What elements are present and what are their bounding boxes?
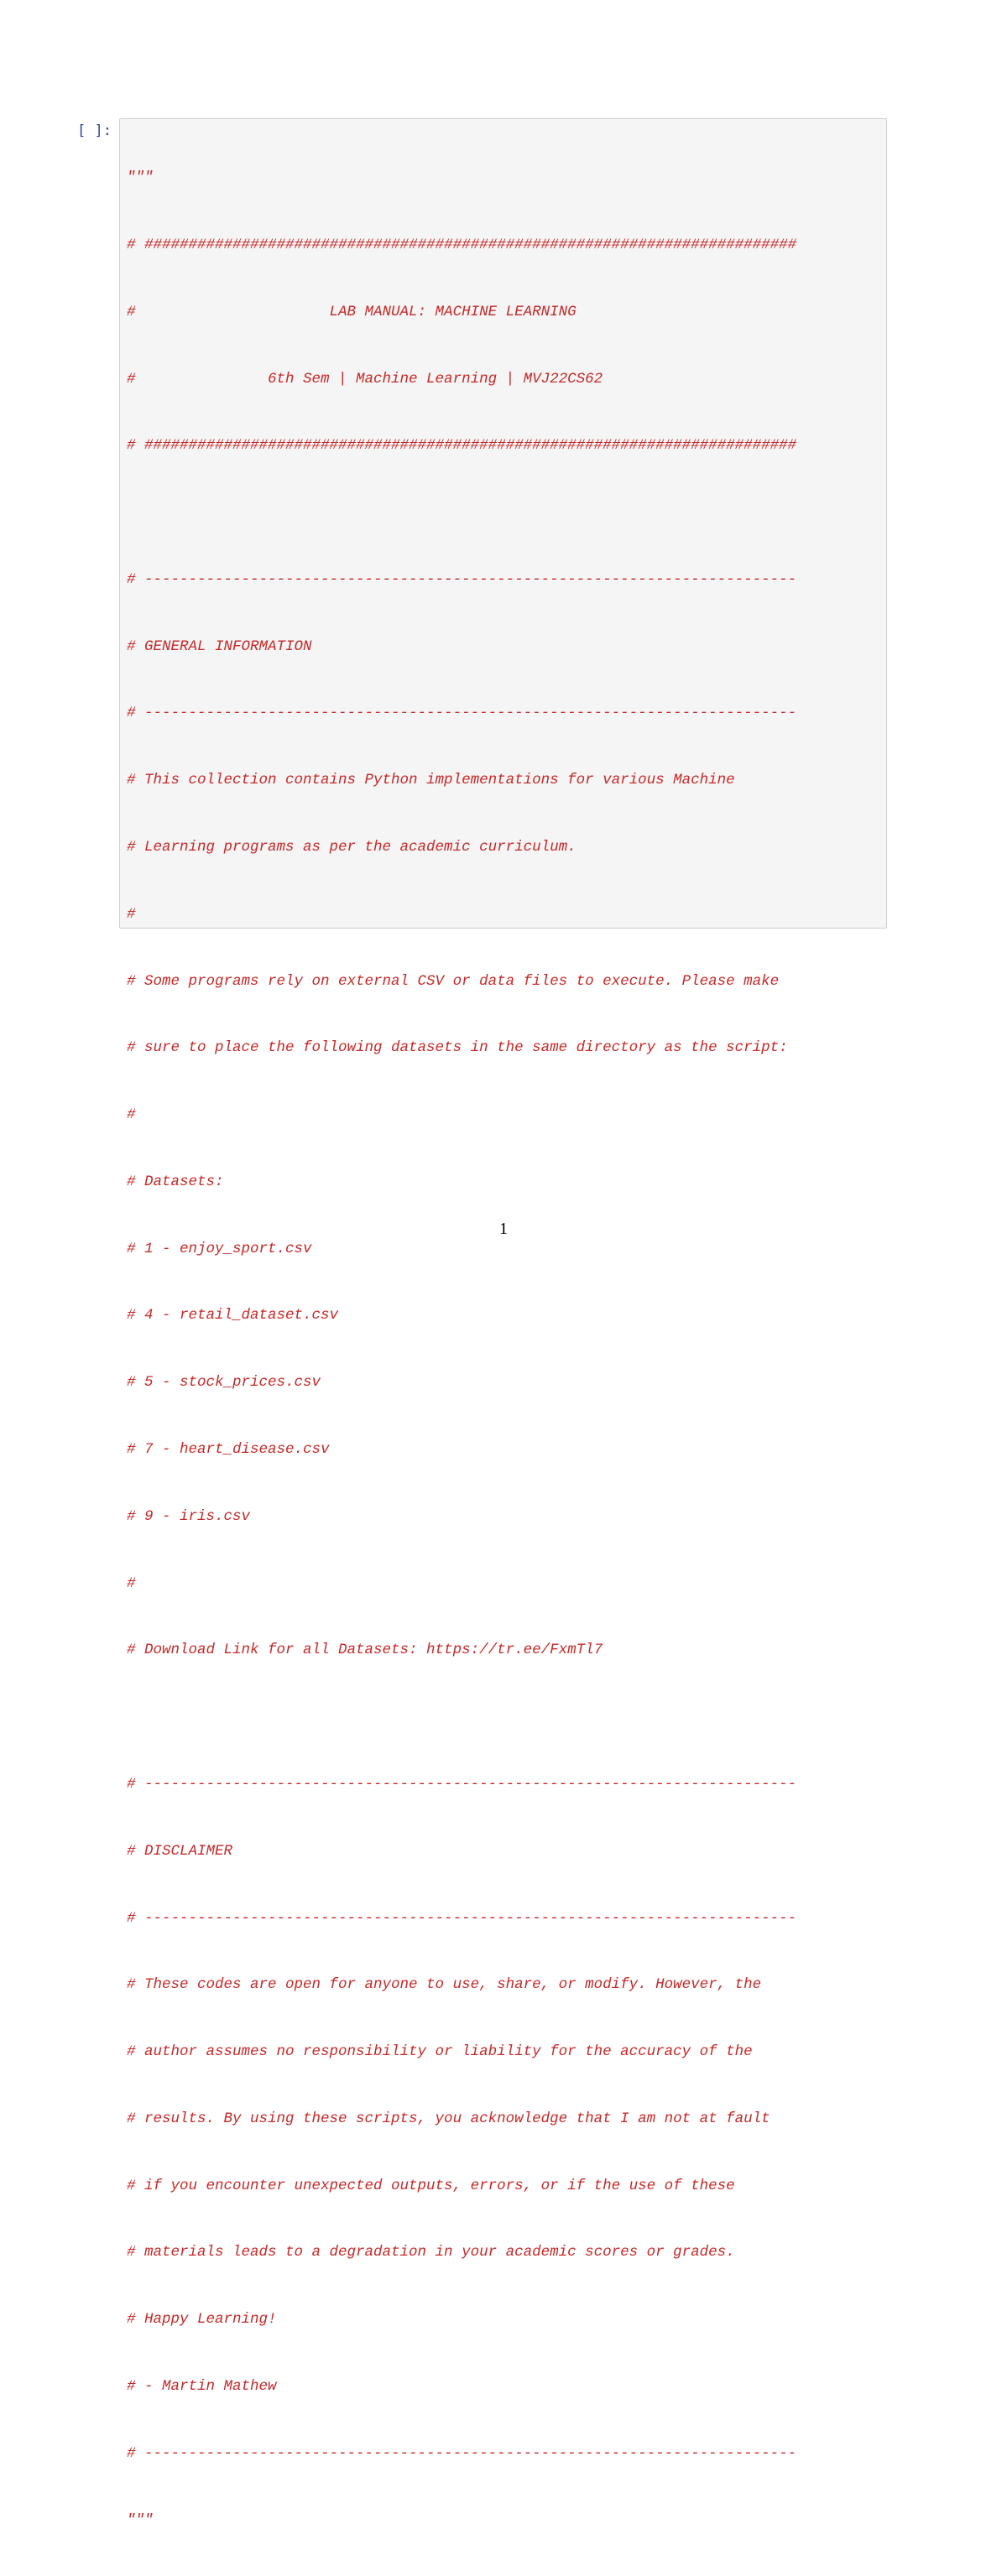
- code-line: # GENERAL INFORMATION: [127, 637, 312, 655]
- code-line: # 9 - iris.csv: [127, 1507, 251, 1525]
- code-line: # Some programs rely on external CSV or data files to execute. Please make: [127, 972, 780, 990]
- code-line: # ##########################################################################: [127, 236, 797, 253]
- code-editor[interactable]: [127, 122, 886, 2576]
- code-line: # if you encounter unexpected outputs, errors, or if the use of these: [127, 2177, 735, 2194]
- code-line: [127, 502, 886, 524]
- cell-execution-prompt: [ ]:: [77, 122, 112, 139]
- code-line: [127, 1706, 886, 1729]
- code-line: # sure to place the following datasets in the same directory as the script:: [127, 1039, 788, 1057]
- code-line: # --------------------------------------------------------------------------: [127, 705, 797, 722]
- code-line: # 7 - heart_disease.csv: [127, 1441, 330, 1459]
- code-line: # Learning programs as per the academic curriculum.: [127, 839, 577, 856]
- code-line: # --------------------------------------------------------------------------: [127, 570, 797, 588]
- code-line: # 5 - stock_prices.csv: [127, 1374, 321, 1392]
- code-line: # Download Link for all Datasets: https://tr.ee/FxmTl7: [127, 1642, 603, 1659]
- code-line: # Datasets:: [127, 1173, 224, 1190]
- code-line: # --------------------------------------------------------------------------: [127, 2444, 797, 2462]
- code-line: # materials leads to a degradation in your academic scores or grades.: [127, 2244, 735, 2261]
- code-line: # - Martin Mathew: [127, 2377, 277, 2395]
- code-line: # 4 - retail_dataset.csv: [127, 1307, 339, 1324]
- code-line: #: [127, 1106, 136, 1124]
- code-line: # 6th Sem | Machine Learning | MVJ22CS62: [127, 370, 603, 388]
- code-line: # --------------------------------------------------------------------------: [127, 1909, 797, 1927]
- code-line: # results. By using these scripts, you acknowledge that I am not at fault: [127, 2110, 770, 2127]
- code-line: # author assumes no responsibility or liability for the accuracy of the: [127, 2043, 753, 2061]
- code-line: # Happy Learning!: [127, 2311, 277, 2329]
- page-number: 1: [499, 1220, 508, 1238]
- code-line: # These codes are open for anyone to use, share, or modify. However, the: [127, 1976, 762, 1994]
- code-line: # --------------------------------------------------------------------------: [127, 1775, 797, 1793]
- code-cell[interactable]: [119, 118, 887, 2529]
- code-line: # LAB MANUAL: MACHINE LEARNING: [127, 303, 577, 320]
- code-line: """: [127, 169, 154, 187]
- code-line: # DISCLAIMER: [127, 1842, 233, 1860]
- code-line: #: [127, 905, 136, 923]
- code-line: # This collection contains Python implementations for various Machine: [127, 772, 735, 789]
- code-line: #: [127, 1574, 136, 1592]
- code-line: """: [127, 2511, 154, 2529]
- code-line: # 1 - enjoy_sport.csv: [127, 1240, 312, 1257]
- code-line: # ##########################################################################: [127, 437, 797, 455]
